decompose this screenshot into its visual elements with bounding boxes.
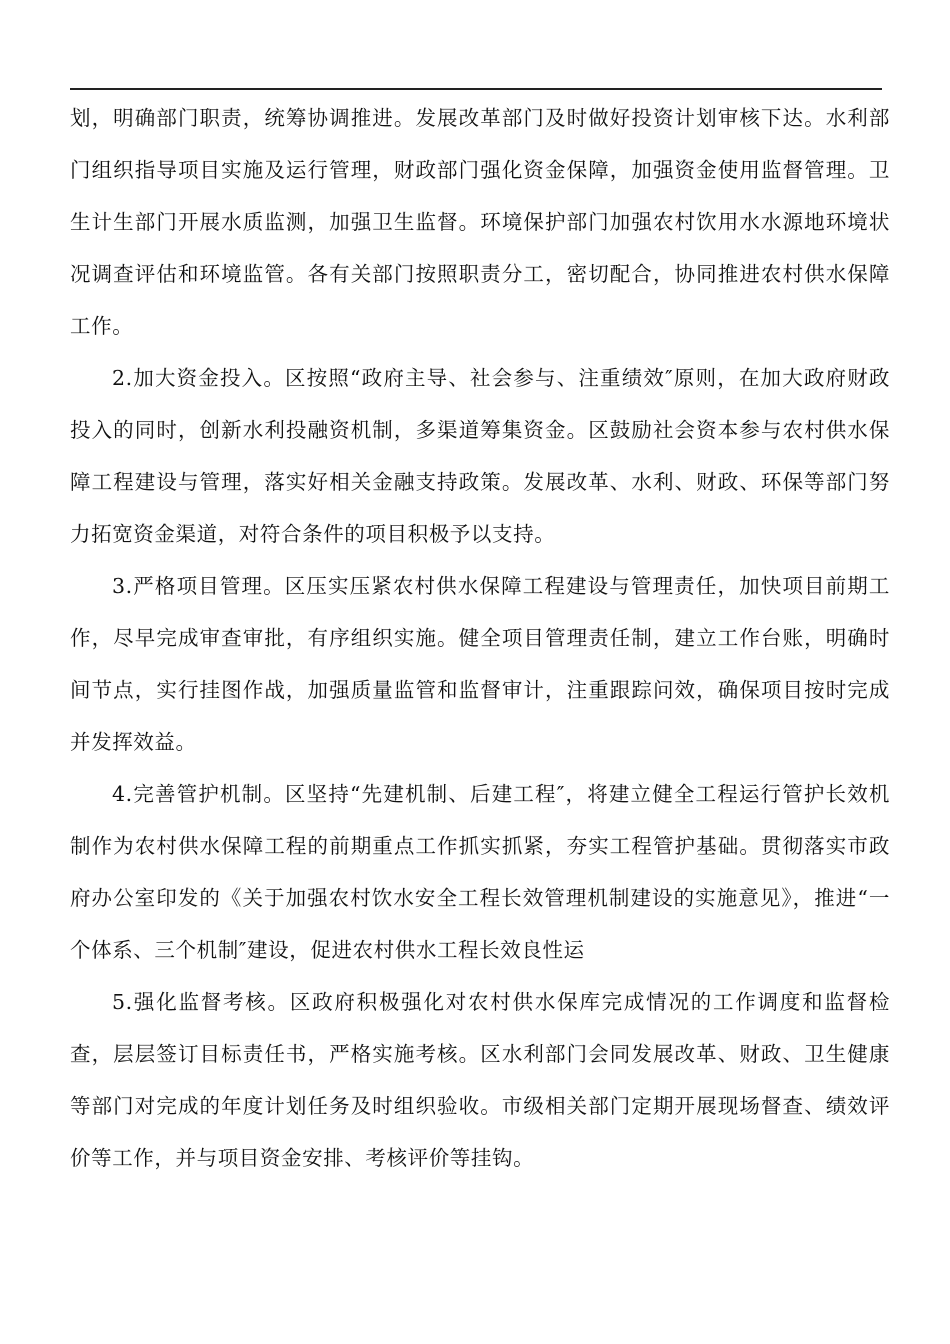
paragraph-funding: 2.加大资金投入。区按照“政府主导、社会参与、注重绩效″原则，在加大政府财政投入的同时，创新水利投融资机制，多渠道筹集资金。区鼓励社会资本参与农村供水保障工程建设与管理，落实好相关金融支持政策。发展改革、水利、财政、环保等部门努力拓宽资金渠道，对符合条件的项目积极予以支持。	[70, 366, 890, 546]
paragraph-continuation: 划，明确部门职责，统筹协调推进。发展改革部门及时做好投资计划审核下达。水利部门组织指导项目实施及运行管理，财政部门强化资金保障，加强资金使用监督管理。卫生计生部门开展水质监测，加强卫生监督。环境保护部门加强农村饮用水水源地环境状况调查评估和环境监管。各有关部门按照职责分工，密切配合，协同推进农村供水保障工作。	[70, 106, 890, 338]
document-body	[70, 92, 890, 1184]
header-rule	[70, 88, 882, 90]
paragraph-supervision: 5.强化监督考核。区政府积极强化对农村供水保库完成情况的工作调度和监督检查，层层签订目标责任书，严格实施考核。区水利部门会同发展改革、财政、卫生健康等部门对完成的年度计划任务及时组织验收。市级相关部门定期开展现场督查、绩效评价等工作，并与项目资金安排、考核评价等挂钩。	[70, 990, 890, 1170]
paragraph-project-management: 3.严格项目管理。区压实压紧农村供水保障工程建设与管理责任，加快项目前期工作，尽早完成审查审批，有序组织实施。健全项目管理责任制，建立工作台账，明确时间节点，实行挂图作战，加强质量监管和监督审计，注重跟踪问效，确保项目按时完成并发挥效益。	[70, 574, 890, 754]
paragraph-maintenance-mechanism: 4.完善管护机制。区坚持“先建机制、后建工程″，将建立健全工程运行管护长效机制作为农村供水保障工程的前期重点工作抓实抓紧，夯实工程管护基础。贯彻落实市政府办公室印发的《关于加强农村饮水安全工程长效管理机制建设的实施意见》，推进“一个体系、三个机制″建设，促进农村供水工程长效良性运	[70, 782, 890, 962]
